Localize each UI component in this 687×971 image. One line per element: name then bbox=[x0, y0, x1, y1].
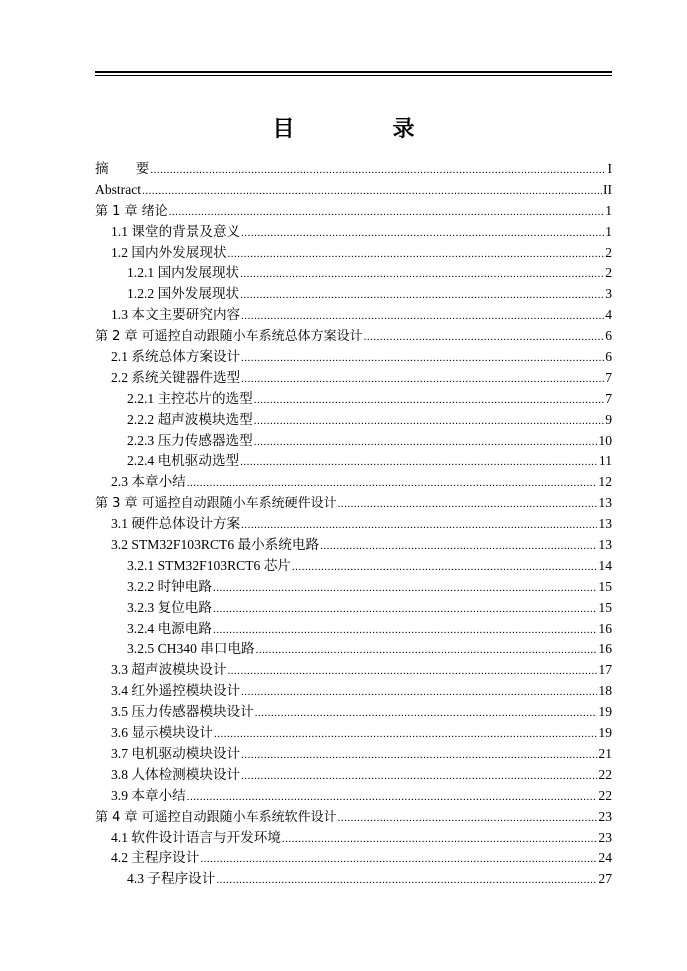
dot-leader bbox=[241, 223, 604, 244]
dot-leader bbox=[240, 452, 598, 473]
toc-entry-label: 1.1 课堂的背景及意义 bbox=[111, 223, 241, 239]
toc-entry[interactable] bbox=[95, 807, 612, 828]
toc-entry[interactable] bbox=[95, 723, 612, 744]
toc-entry[interactable] bbox=[95, 263, 612, 284]
toc-entry-page: 15 bbox=[598, 599, 612, 615]
toc-entry-page: 2 bbox=[605, 244, 612, 260]
toc-title: 目 录 bbox=[272, 116, 453, 142]
toc-entry[interactable] bbox=[95, 243, 612, 264]
dot-leader bbox=[187, 473, 598, 494]
toc-entry[interactable] bbox=[95, 410, 612, 431]
toc-entry[interactable] bbox=[95, 828, 612, 849]
toc-entry-label: 2.3 本章小结 bbox=[111, 474, 186, 490]
toc-entry[interactable] bbox=[95, 451, 612, 472]
dot-leader bbox=[338, 494, 598, 515]
toc-entry-page: 24 bbox=[598, 850, 612, 866]
toc-entry-page: 14 bbox=[598, 557, 612, 573]
toc-entry[interactable] bbox=[95, 681, 612, 702]
toc-entry[interactable] bbox=[95, 702, 612, 723]
toc-entry-page: 7 bbox=[605, 369, 612, 385]
toc-entry-page: 15 bbox=[598, 578, 612, 594]
toc-entry[interactable] bbox=[95, 159, 612, 180]
toc-entry-label: 2.1 系统总体方案设计 bbox=[111, 349, 241, 365]
toc-entry[interactable] bbox=[95, 639, 612, 660]
toc-entry[interactable] bbox=[95, 347, 612, 368]
toc-entry-label: 4.1 软件设计语言与开发环境 bbox=[111, 829, 281, 845]
dot-leader bbox=[241, 515, 597, 536]
toc-entry-page: 6 bbox=[605, 349, 612, 365]
toc-entry[interactable] bbox=[95, 577, 612, 598]
toc-entry-page: 17 bbox=[598, 662, 612, 678]
toc-entry-label: 1.2 国内外发展现状 bbox=[111, 244, 227, 260]
dot-leader bbox=[213, 599, 597, 620]
toc-entry-label: 3.6 显示模块设计 bbox=[111, 725, 213, 741]
dot-leader bbox=[241, 369, 604, 390]
dot-leader bbox=[216, 870, 597, 891]
dot-leader bbox=[142, 181, 602, 202]
dot-leader bbox=[364, 327, 605, 348]
toc-entry-page: 1 bbox=[605, 223, 612, 239]
dot-leader bbox=[241, 766, 597, 787]
toc-entry[interactable] bbox=[95, 765, 612, 786]
dot-leader bbox=[240, 264, 604, 285]
dot-leader bbox=[255, 703, 598, 724]
toc-entry-label: 2.2 系统关键器件选型 bbox=[111, 369, 241, 385]
toc-entry-page: I bbox=[607, 161, 612, 176]
toc-entry-label: 3.3 超声波模块设计 bbox=[111, 662, 227, 678]
dot-leader bbox=[228, 661, 598, 682]
toc-entry[interactable] bbox=[95, 201, 612, 222]
toc-entry-label: 摘 要 bbox=[95, 161, 150, 176]
dot-leader bbox=[254, 411, 604, 432]
toc-entry-label: 第 1 章 绪论 bbox=[95, 203, 168, 219]
toc-entry-page: 12 bbox=[598, 474, 612, 490]
toc-entry-page: 6 bbox=[605, 328, 612, 344]
toc-entry-label: 3.4 红外遥控模块设计 bbox=[111, 683, 241, 699]
toc-entry-label: 3.8 人体检测模块设计 bbox=[111, 766, 241, 782]
toc-entry[interactable] bbox=[95, 786, 612, 807]
toc-entry-page: 22 bbox=[598, 766, 612, 782]
toc-entry[interactable] bbox=[95, 305, 612, 326]
toc-entry-label: 3.2.1 STM32F103RCT6 芯片 bbox=[127, 557, 291, 573]
dot-leader bbox=[240, 285, 604, 306]
toc-entry-label: 1.2.1 国内发展现状 bbox=[127, 265, 240, 281]
toc-entry[interactable] bbox=[95, 848, 612, 869]
toc-entry-label: 1.3 本文主要研究内容 bbox=[111, 307, 241, 323]
dot-leader bbox=[254, 390, 604, 411]
dot-leader bbox=[169, 202, 605, 223]
dot-leader bbox=[256, 640, 598, 661]
header-rule-thick bbox=[95, 71, 612, 73]
toc-entry[interactable] bbox=[95, 744, 612, 765]
toc-entry[interactable] bbox=[95, 389, 612, 410]
toc-entry-page: 13 bbox=[598, 495, 612, 511]
toc-entry[interactable] bbox=[95, 556, 612, 577]
toc-entry[interactable] bbox=[95, 326, 612, 347]
dot-leader bbox=[282, 829, 597, 850]
toc-entry-page: 21 bbox=[598, 745, 612, 761]
toc-entry[interactable] bbox=[95, 514, 612, 535]
toc-entry-label: 3.2.5 CH340 串口电路 bbox=[127, 641, 255, 657]
dot-leader bbox=[241, 682, 597, 703]
toc-entry-page: 16 bbox=[598, 641, 612, 657]
toc-entry-label: 2.2.4 电机驱动选型 bbox=[127, 453, 240, 469]
toc-entry-page: 7 bbox=[605, 390, 612, 406]
toc-entry[interactable] bbox=[95, 598, 612, 619]
toc-entry-label: 2.2.1 主控芯片的选型 bbox=[127, 390, 253, 406]
toc-entry-label: 4.2 主程序设计 bbox=[111, 850, 200, 866]
toc-entry[interactable] bbox=[95, 222, 612, 243]
toc-entry-label: 2.2.2 超声波模块选型 bbox=[127, 411, 253, 427]
toc-entry-page: 22 bbox=[598, 787, 612, 803]
dot-leader bbox=[292, 557, 598, 578]
toc-entry-page: 27 bbox=[598, 871, 612, 887]
toc-entry[interactable] bbox=[95, 431, 612, 452]
dot-leader bbox=[320, 536, 597, 557]
toc-entry-label: 第 3 章 可遥控自动跟随小车系统硬件设计 bbox=[95, 496, 337, 512]
dot-leader bbox=[187, 787, 598, 808]
toc-entry-page: 13 bbox=[598, 537, 612, 553]
toc-entry-page: 18 bbox=[598, 683, 612, 699]
toc-entry-page: 9 bbox=[605, 411, 612, 427]
dot-leader bbox=[200, 849, 597, 870]
header-rule-thin bbox=[95, 75, 612, 76]
toc-entry-label: 2.2.3 压力传感器选型 bbox=[127, 432, 253, 448]
toc-entry[interactable] bbox=[95, 472, 612, 493]
toc-entry-label: 4.3 子程序设计 bbox=[127, 871, 216, 887]
toc-entry-page: 19 bbox=[598, 725, 612, 741]
toc-entry-page: 3 bbox=[605, 286, 612, 302]
dot-leader bbox=[241, 745, 597, 766]
dot-leader bbox=[241, 306, 604, 327]
toc-entry[interactable] bbox=[95, 368, 612, 389]
dot-leader bbox=[213, 620, 597, 641]
toc-entry-label: 3.1 硬件总体设计方案 bbox=[111, 516, 241, 532]
dot-leader bbox=[241, 348, 604, 369]
toc-entry-label: 3.5 压力传感器模块设计 bbox=[111, 704, 254, 720]
toc-entry-page: 16 bbox=[598, 620, 612, 636]
toc-entry-label: Abstract bbox=[95, 181, 142, 197]
toc-entry-label: 3.2.2 时钟电路 bbox=[127, 578, 212, 594]
dot-leader bbox=[338, 808, 598, 829]
toc-entry-page: 19 bbox=[598, 704, 612, 720]
toc-entry-label: 第 4 章 可遥控自动跟随小车系统软件设计 bbox=[95, 809, 337, 825]
toc-entry[interactable] bbox=[95, 180, 612, 201]
toc-entry[interactable] bbox=[95, 619, 612, 640]
toc-entry-page: 1 bbox=[605, 202, 612, 218]
dot-leader bbox=[214, 724, 597, 745]
toc-entry-page: 13 bbox=[598, 516, 612, 532]
toc-entry-label: 3.7 电机驱动模块设计 bbox=[111, 745, 241, 761]
toc-entry[interactable] bbox=[95, 493, 612, 514]
toc-entry-label: 1.2.2 国外发展现状 bbox=[127, 286, 240, 302]
toc-entry[interactable] bbox=[95, 284, 612, 305]
toc-entry-page: II bbox=[602, 181, 612, 197]
toc-entry-page: 2 bbox=[605, 265, 612, 281]
toc-entry[interactable] bbox=[95, 535, 612, 556]
toc-entry-label: 3.2.3 复位电路 bbox=[127, 599, 212, 615]
toc-entry-label: 第 2 章 可遥控自动跟随小车系统总体方案设计 bbox=[95, 329, 363, 345]
dot-leader bbox=[254, 432, 598, 453]
toc-entry[interactable] bbox=[95, 660, 612, 681]
toc-entry-label: 3.2.4 电源电路 bbox=[127, 620, 212, 636]
toc-entry-label: 3.9 本章小结 bbox=[111, 787, 186, 803]
toc-entry-page: 23 bbox=[598, 808, 612, 824]
toc-entry-page: 4 bbox=[605, 307, 612, 323]
toc-entry-page: 23 bbox=[598, 829, 612, 845]
dot-leader bbox=[213, 578, 597, 599]
dot-leader bbox=[150, 160, 606, 181]
toc-entry-label: 3.2 STM32F103RCT6 最小系统电路 bbox=[111, 537, 320, 553]
toc-entry-page: 11 bbox=[598, 453, 612, 469]
table-of-contents bbox=[95, 159, 612, 890]
toc-entry-page: 10 bbox=[598, 432, 612, 448]
toc-entry[interactable] bbox=[95, 869, 612, 890]
dot-leader bbox=[228, 244, 605, 265]
